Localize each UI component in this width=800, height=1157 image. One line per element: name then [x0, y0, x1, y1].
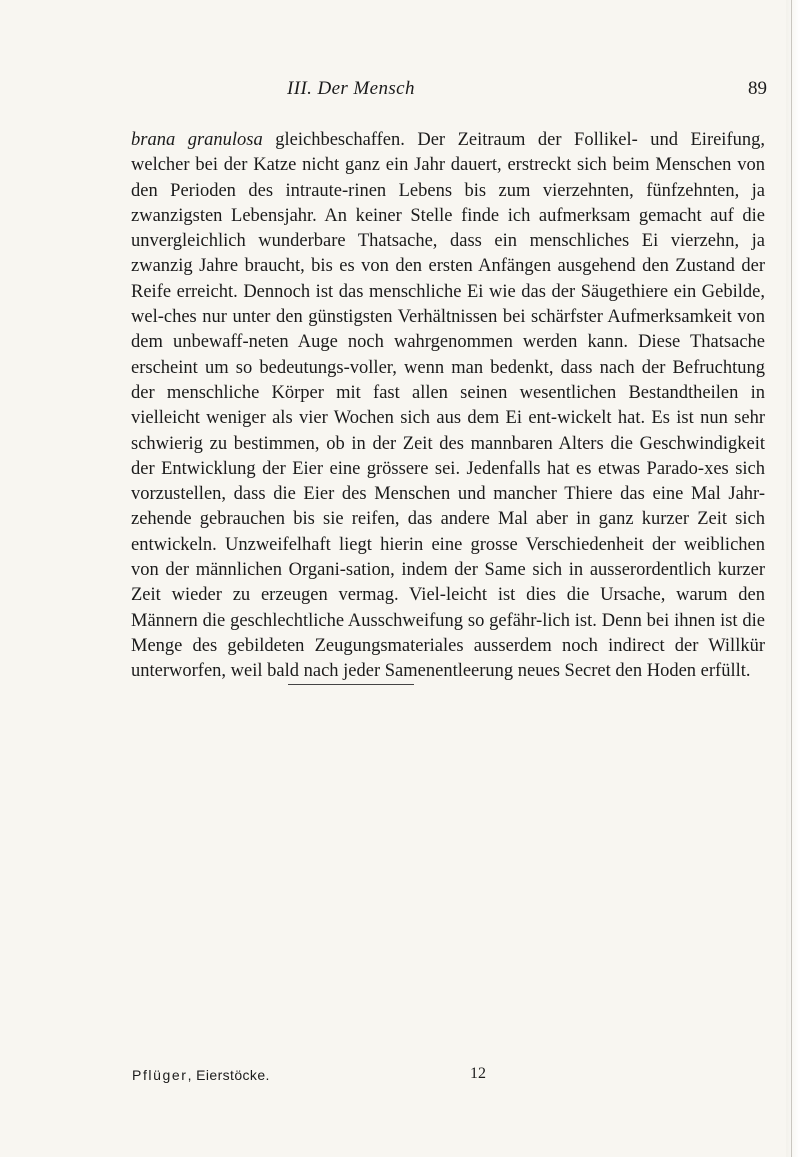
sheet-number: 12 [470, 1065, 486, 1082]
signature-name: Pflüger [132, 1067, 188, 1083]
show-through-background [138, 612, 762, 1042]
main-paragraph [131, 128, 765, 685]
page-right-edge [786, 0, 800, 1157]
running-header [0, 78, 800, 108]
page-number: 89 [748, 78, 767, 99]
signature-title: , Eierstöcke. [187, 1067, 270, 1083]
paragraph-text [131, 128, 765, 685]
paragraph-body: gleichbeschaffen. Der Zeitraum der Follikel- und Eireifung, welcher bei der Katze nicht ganz ein Jahr dauert, erstreckt sich beim Menschen von den Perioden des intraute-rinen Lebens bis zum vierzehnten, fünfzehnten, ja zwanzigsten Lebensjahr. An keiner Stelle finde ich aufmerksam gemacht auf die unvergleichlich wunderbare Thatsache, dass ein menschliches Ei vierzehn, ja zwanzig Jahre braucht, bis es von den ersten Anfängen ausgehend den Zustand der Reife erreicht. Dennoch ist das menschliche Ei wie das der Säugethiere ein Gebilde, wel-ches nur unter den günstigsten Verhältnissen bei schärfster Aufmerksamkeit von dem unbewaff-neten Auge noch wahrgenommen werden kann. Diese Thatsache erscheint um so bedeutungs-voller, wenn man bedenkt, dass nach der Befruchtung der menschliche Körper mit fast allen seinen wesentlichen Bestandtheilen in vielleicht weniger als vier Wochen sich aus dem Ei ent-wickelt hat. Es ist nun sehr schwierig zu bestimmen, ob in der Zeit des mannbaren Alters die Geschwindigkeit der Entwicklung der Eier eine grössere sei. Jedenfalls hat es etwas Parado-xes sich vorzustellen, dass die Eier des Menschen und mancher Thiere das eine Mal Jahr-zehende gebrauchen bis sie reifen, das andere Mal aber in ganz kurzer Zeit sich entwickeln. Unzweifelhaft liegt hierin eine grosse Verschiedenheit der weiblichen von der männlichen Organi-sation, indem der Same sich in ausserordentlich kurzer Zeit wieder zu erzeugen vermag. Viel-leicht ist dies die Ursache, warum den Männern die geschlechtliche Ausschweifung so gefähr-lich ist. Denn bei ihnen ist die Menge des gebildeten Zeugungsmateriales ausserdem noch indirect der Willkür unterworfen, weil bald nach jeder Samenentleerung neues Secret den Hoden erfüllt. [131, 130, 765, 682]
printer-signature [132, 1067, 270, 1083]
chapter-title: III. Der Mensch [287, 78, 415, 99]
italic-lead-term: brana granulosa [131, 130, 263, 150]
